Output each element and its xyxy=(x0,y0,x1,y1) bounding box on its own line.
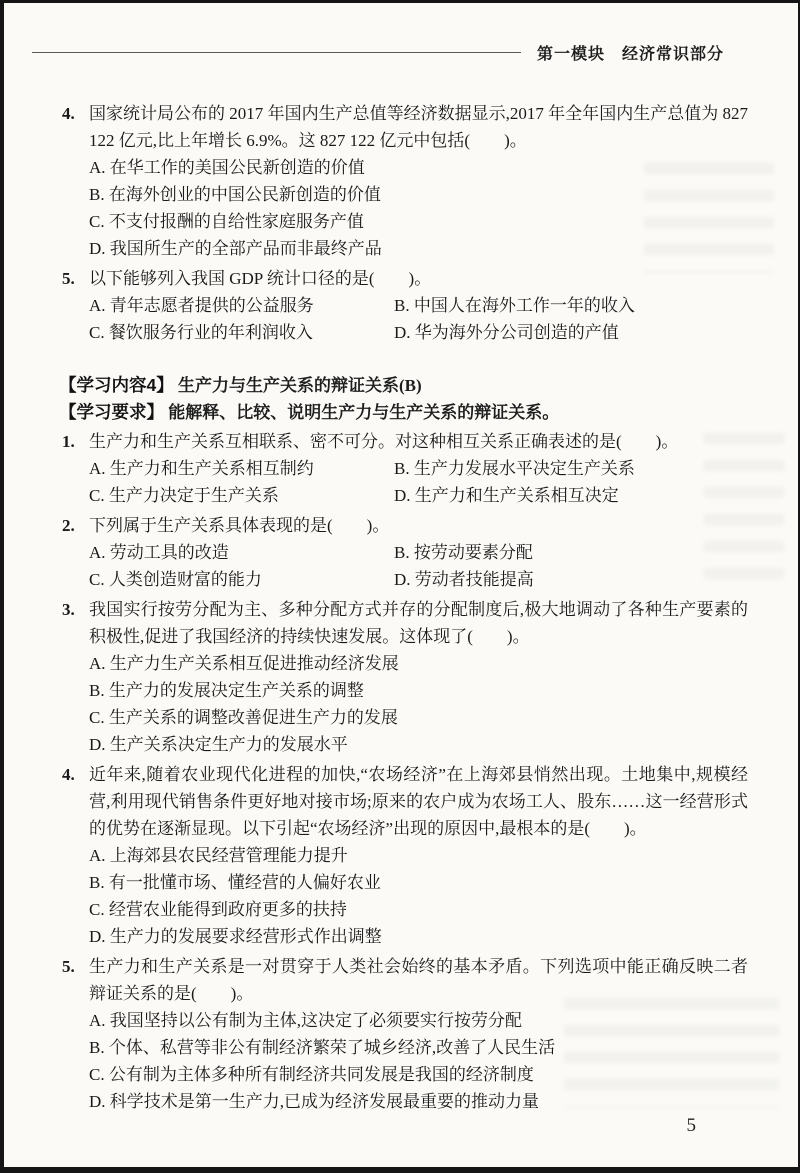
option-list xyxy=(89,455,748,509)
question-5-gdp xyxy=(59,265,748,346)
option-d: D. 生产力的发展要求经营形式作出调整 xyxy=(89,927,382,946)
question-text: 生产力和生产关系是一对贯穿于人类社会始终的基本矛盾。下列选项中能正确反映二者辩证关系的是( )。 xyxy=(89,957,748,1003)
option-c: C. 经营农业能得到政府更多的扶持 xyxy=(89,900,347,919)
chapter-title: 第一模块 经济常识部分 xyxy=(536,45,724,63)
option-list xyxy=(89,650,748,758)
page-content xyxy=(59,100,748,1118)
option-b: B. 在海外创业的中国公民新创造的价值 xyxy=(89,185,381,204)
option-b: B. 生产力发展水平决定生产关系 xyxy=(394,459,635,478)
option-a: A. 青年志愿者提供的公益服务 xyxy=(89,296,314,315)
option-a: A. 我国坚持以公有制为主体,这决定了必须要实行按劳分配 xyxy=(89,1011,523,1030)
question-5 xyxy=(59,953,748,1115)
question-3 xyxy=(59,596,748,758)
option-a: A. 劳动工具的改造 xyxy=(89,543,229,562)
option-b: B. 中国人在海外工作一年的收入 xyxy=(394,296,635,315)
option-b: B. 生产力的发展决定生产关系的调整 xyxy=(89,681,364,700)
option-c: C. 餐饮服务行业的年利润收入 xyxy=(89,323,313,342)
page-number: 5 xyxy=(686,1115,696,1136)
learning-content-label: 【学习内容4】 xyxy=(59,375,174,395)
section-heading xyxy=(59,372,748,426)
option-b: B. 个体、私营等非公有制经济繁荣了城乡经济,改善了人民生活 xyxy=(89,1038,556,1057)
question-text: 我国实行按劳分配为主、多种分配方式并存的分配制度后,极大地调动了各种生产要素的积极性,促进了我国经济的持续快速发展。这体现了( )。 xyxy=(89,600,748,646)
section-questions xyxy=(59,428,748,1115)
learning-content-line xyxy=(59,372,748,399)
question-1 xyxy=(59,428,748,509)
option-d: D. 我国所生产的全部产品而非最终产品 xyxy=(89,239,382,258)
question-number: 4. xyxy=(62,104,75,123)
question-text: 下列属于生产关系具体表现的是( )。 xyxy=(89,516,390,535)
question-number: 3. xyxy=(62,600,75,619)
learning-requirement-text: 能解释、比较、说明生产力与生产关系的辩证关系。 xyxy=(168,403,560,422)
question-4-gdp xyxy=(59,100,748,262)
option-d: D. 科学技术是第一生产力,已成为经济发展最重要的推动力量 xyxy=(89,1092,540,1111)
learning-requirement-line xyxy=(59,399,748,426)
option-a: A. 生产力生产关系相互促进推动经济发展 xyxy=(89,654,399,673)
option-d: D. 生产力和生产关系相互决定 xyxy=(394,486,619,505)
question-number: 2. xyxy=(62,516,75,535)
question-4 xyxy=(59,761,748,950)
option-d: D. 劳动者技能提高 xyxy=(394,570,534,589)
question-number: 5. xyxy=(62,269,75,288)
option-c: C. 人类创造财富的能力 xyxy=(89,570,262,589)
option-list xyxy=(89,154,748,262)
option-a: A. 生产力和生产关系相互制约 xyxy=(89,459,314,478)
option-list xyxy=(89,539,748,593)
option-c: C. 生产力决定于生产关系 xyxy=(89,486,279,505)
running-head xyxy=(32,41,798,63)
question-text: 国家统计局公布的 2017 年国内生产总值等经济数据显示,2017 年全年国内生产总值为 827 122 亿元,比上年增长 6.9%。这 827 122 亿元中包括( )。 xyxy=(89,104,748,150)
option-a: A. 在华工作的美国公民新创造的价值 xyxy=(89,158,365,177)
question-number: 1. xyxy=(62,432,75,451)
option-list xyxy=(89,292,748,346)
option-b: B. 按劳动要素分配 xyxy=(394,543,533,562)
question-number: 4. xyxy=(62,765,75,784)
option-b: B. 有一批懂市场、懂经营的人偏好农业 xyxy=(89,873,381,892)
question-text: 生产力和生产关系互相联系、密不可分。对这种相互关系正确表述的是( )。 xyxy=(89,432,679,451)
question-text: 近年来,随着农业现代化进程的加快,“农场经济”在上海郊县悄然出现。土地集中,规模经营,利用现代销售条件更好地对接市场;原来的农户成为农场工人、股东……这一经营形式的优势在逐渐显现。以下引起“农场经济”出现的原因中,最根本的是( )。 xyxy=(89,765,748,838)
option-list xyxy=(89,842,748,950)
option-a: A. 上海郊县农民经营管理能力提升 xyxy=(89,846,348,865)
question-number: 5. xyxy=(62,957,75,976)
option-d: D. 华为海外分公司创造的产值 xyxy=(394,323,619,342)
question-text: 以下能够列入我国 GDP 统计口径的是( )。 xyxy=(89,269,432,288)
question-2 xyxy=(59,512,748,593)
option-c: C. 不支付报酬的自给性家庭服务产值 xyxy=(89,212,364,231)
learning-content-title: 生产力与生产关系的辩证关系(B) xyxy=(177,376,422,395)
header-rule-left xyxy=(32,52,521,53)
option-c: C. 公有制为主体多种所有制经济共同发展是我国的经济制度 xyxy=(89,1065,534,1084)
option-list xyxy=(89,1007,748,1115)
option-c: C. 生产关系的调整改善促进生产力的发展 xyxy=(89,708,398,727)
learning-requirement-label: 【学习要求】 xyxy=(59,402,164,422)
option-d: D. 生产关系决定生产力的发展水平 xyxy=(89,735,348,754)
